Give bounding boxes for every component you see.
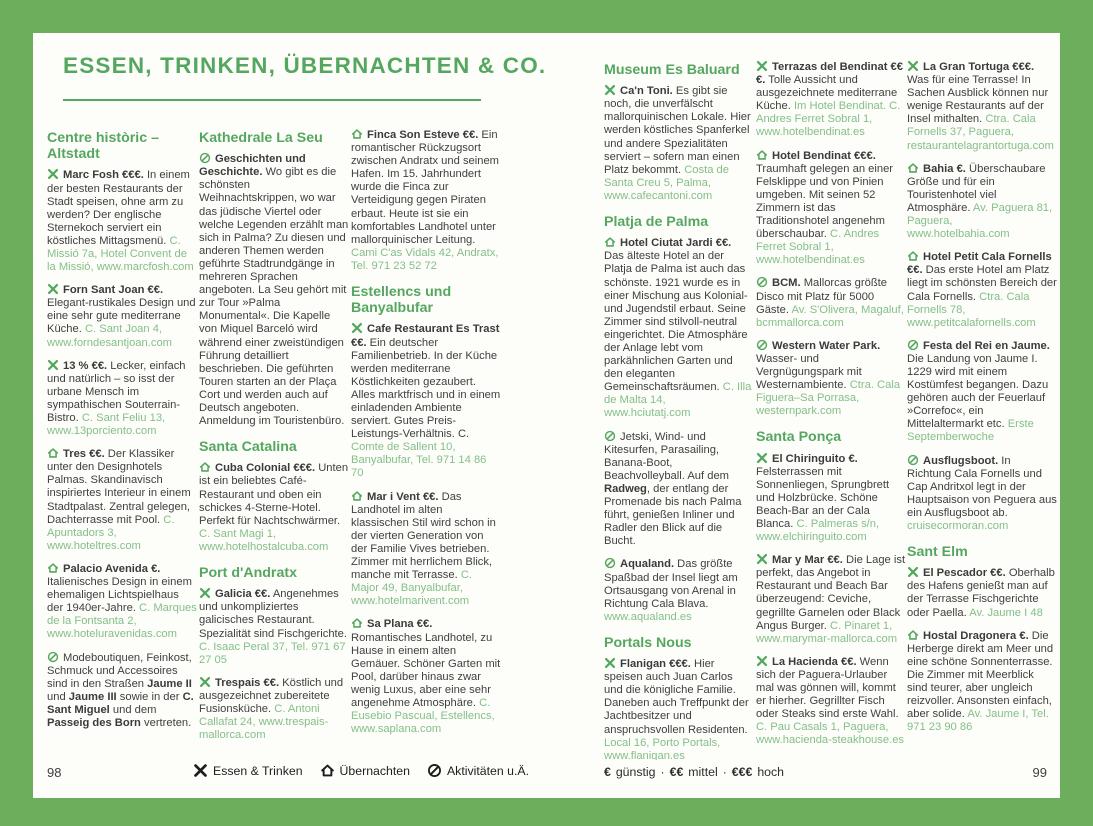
entry-name: El Pescador €€.	[923, 567, 1006, 580]
entry-description: In Richtung Cala Fornells und Cap Andritxol legt in der Hauptsaison von Peguera aus ein Ausflugsboot ab.	[907, 454, 1057, 519]
entry-description: Überschaubare Größe und für ein Touristenhotel viel Atmosphäre.	[907, 162, 1046, 214]
hotel-icon	[907, 629, 920, 640]
entry-name: Marc Fosh €€€.	[63, 169, 144, 182]
entry-address: C. Eusebio Pascual, Estellencs, www.saplana.com	[351, 696, 495, 736]
activity-compass-icon	[907, 454, 920, 465]
entry-address: www.aqualand.es	[604, 610, 692, 623]
entry-hotel	[351, 490, 501, 609]
restaurant-icon	[756, 553, 769, 564]
entry-activity	[907, 339, 1057, 445]
entry-name: Galicia €€.	[215, 588, 271, 601]
entry-restaurant	[907, 566, 1057, 619]
restaurant-icon	[604, 84, 617, 95]
activity-compass-icon	[47, 651, 60, 662]
entry-address: C. Missió 7a, Hotel Convent de la Missió, www.marcfosh.com	[47, 234, 194, 274]
restaurant-icon	[47, 168, 60, 179]
right-page-column-1	[604, 60, 754, 760]
entry-address: Av. Paguera 81, Paguera, www.hotelbahia.com	[907, 201, 1053, 241]
price-symbol: €	[604, 765, 611, 779]
legend-item-uebernachten	[320, 763, 410, 778]
hotel-icon	[604, 236, 617, 247]
entry-description: und	[47, 690, 69, 703]
entry-address: Costa de Santa Creu 5, Palma, www.cafecantoni.com	[604, 163, 729, 202]
entry-name: Flanigan €€€.	[620, 658, 691, 671]
entry-restaurant	[604, 84, 754, 203]
price-separator: ·	[722, 765, 727, 779]
entry-description: Unten ist ein beliebtes Café-Restaurant und oben ein schickes 4-Sterne-Hotel. Perfekt für Nachtschwärmer.	[199, 462, 349, 527]
entry-name: Hotel Petit Cala Fornells €€.	[907, 251, 1052, 277]
entry-address: C. Pinaret 1, www.marymar-mallorca.com	[756, 619, 898, 645]
entry-description: Köstlich und ausgezeichnet zubereitete Fusionsküche.	[199, 676, 344, 715]
section-heading: Port d'Andratx	[199, 565, 297, 582]
entry-address: C. Major 49, Banyalbufar, www.hotelmarivent.com	[351, 569, 473, 608]
entry-description: Jetski, Wind- und Kitesurfen, Parasailing, Banana-Boot, Beachvolleyball. Auf dem	[604, 430, 730, 482]
entry-address: C. Sant Joan 4, www.forndesantjoan.com	[47, 323, 172, 349]
activity-compass-icon	[907, 339, 920, 350]
price-label: hoch	[757, 765, 784, 779]
right-page-column-3	[907, 60, 1057, 760]
entry-description: Elegant-rustikales Design und eine sehr gute mediterrane Küche.	[47, 297, 196, 336]
page-number-right: 99	[1032, 765, 1047, 780]
legend-label: Essen & Trinken	[213, 763, 303, 778]
entry-description: Das Landhotel im alten klassischen Stil wird schon in der vierten Generation von der Familie Vives betrieben. Zimmer mit herrlichem Blick, manche mit Terrasse.	[351, 490, 496, 582]
entry-restaurant	[47, 359, 197, 439]
hotel-icon	[47, 447, 60, 458]
hotel-icon	[351, 128, 364, 139]
entry-name: La Hacienda €€.	[772, 655, 857, 668]
entry-name: Tres €€.	[63, 448, 105, 461]
entry-description: Der Klassiker unter den Designhotels Palmas. Skandinavisch inspiriertes Interieur in einem Stadtpalast. Zentral gelegen, Dachterrasse mit Pool.	[47, 448, 191, 526]
entry-name: Western Water Park.	[772, 339, 881, 352]
hotel-icon	[907, 162, 920, 173]
entry-address: Erste Septemberwoche	[907, 418, 1034, 444]
entry-hotel	[756, 149, 906, 268]
entry-description: , der entlang der Promenade bis nach Palma führt, genießen Inliner und Radler den Blick auf die Bucht.	[604, 482, 742, 548]
entry-name: C. Sant Miguel	[47, 690, 194, 716]
entry-activity	[604, 557, 754, 623]
price-symbol: €€	[669, 765, 684, 779]
entry-name: Trespais €€.	[215, 676, 280, 689]
entry-description: Die Herberge direkt am Meer und eine schöne Sonnenterrasse. Die Zimmer mit Meerblick sind teurer, aber ungleich reizvoller. Ansonsten einfach, aber solide.	[907, 629, 1054, 721]
book-spread	[33, 33, 1060, 798]
entry-restaurant	[756, 553, 906, 646]
restaurant-icon	[193, 763, 208, 778]
hotel-icon	[351, 617, 364, 628]
entry-name: 13 % €€.	[63, 359, 108, 372]
entry-description: vertreten.	[140, 716, 192, 729]
entry-name: Terrazas del Bendinat €€€.	[756, 61, 903, 87]
entry-description: Tolle Aussicht und ausgezeichnete mediterrane Küche.	[756, 74, 898, 113]
activity-compass-icon	[604, 557, 617, 568]
entry-name: Cuba Colonial €€€.	[215, 462, 316, 475]
entry-name: Cafe Restaurant Es Trast €€.	[351, 323, 500, 349]
entry-name: Jaume III	[68, 690, 117, 703]
entry-description: Es gibt sie noch, die unverfälscht mallorquinischen Lokale. Hier werden köstliches Spanferkel und andere Spezialitäten serviert – sofern man einen Platz bekommt.	[604, 85, 751, 176]
entry-description: Hier speisen auch Juan Carlos und die königliche Familie. Daneben auch Treffpunkt der Jachtbesitzer und anspruchsvollen Residenten.	[604, 658, 749, 736]
entry-name: Passeig des Born	[47, 716, 141, 729]
entry-address: C. Isaac Peral 37, Tel. 971 67 27 05	[199, 640, 346, 666]
entry-address: C. Sant Magi 1, www.hotelhostalcuba.com	[199, 527, 329, 553]
entry-name: Bahia €.	[923, 162, 966, 175]
restaurant-icon	[756, 452, 769, 463]
section-heading: Platja de Palma	[604, 214, 709, 231]
title-rule	[63, 99, 481, 101]
entry-address: Comte de Sallent 10, Banyalbufar, Tel. 971 14 86 70	[351, 441, 487, 480]
entry-description: Modeboutiquen, Feinkost, Schmuck und Accessoires sind in den Straßen	[47, 651, 192, 690]
entry-hotel	[907, 250, 1057, 330]
entry-address: C. Illa de Malta 14, www.hciutatj.com	[604, 381, 752, 420]
price-legend	[604, 765, 784, 779]
entry-address: C. Antoni Callafat 24, www.trespais-mallorca.com	[199, 702, 329, 742]
entry-description: Wenn sich der Paguera-Urlauber mal was gönnen will, kommt er hierher. Gegrillter Fisch oder Steaks sind erste Wahl.	[756, 655, 899, 721]
price-symbol: €€€	[731, 765, 753, 779]
entry-hotel	[351, 128, 501, 273]
section-heading: Santa Ponça	[756, 429, 842, 446]
entry-address: Av. Jaume I, Tel. 971 23 90 86	[907, 708, 1049, 734]
entry-name: Mar i Vent €€.	[367, 490, 439, 503]
restaurant-icon	[907, 60, 920, 71]
entry-address: cruisecormoran.com	[907, 520, 1009, 532]
legend-label: Übernachten	[339, 763, 410, 778]
entry-restaurant	[604, 657, 754, 760]
restaurant-icon	[604, 657, 617, 668]
entry-hotel	[47, 447, 197, 553]
footer-legend	[193, 763, 529, 778]
restaurant-icon	[199, 676, 212, 687]
entry-restaurant	[47, 168, 197, 274]
entry-name: Mar y Mar €€.	[772, 554, 843, 567]
activity-compass-icon	[199, 152, 212, 163]
entry-address: Av. Jaume I 48	[969, 606, 1043, 619]
entry-name: BCM.	[772, 277, 801, 290]
entry-restaurant	[756, 60, 906, 140]
restaurant-icon	[907, 566, 920, 577]
restaurant-icon	[351, 322, 364, 333]
page-title: ESSEN, TRINKEN, ÜBERNACHTEN & CO.	[63, 53, 547, 78]
left-page-column-2	[199, 128, 349, 750]
entry-hotel	[351, 617, 501, 736]
entry-description: Traumhaft gelegen an einer Felsklippe und von Pinien umgeben. Mit seinen 52 Zimmern ist das Traditionshotel angenehm überschaubar.	[756, 162, 894, 241]
entry-description: Wo gibt es die schönsten Weihnachtskrippen, wo war das jüdische Viertel oder welche Legenden erzählt man sich in Palma? Zu diesen und anderen Themen werden geführte Stadtrundgänge in mehreren Sprachen angeboten. La Seu gehört mit zur Tour »Palma Monumental«. Die Kapelle von Miquel Barceló wird während einer zweistündigen Führung detailliert beschrieben. Die geführten Touren starten an der Plaça Cort und werden auch auf Deutsch angeboten. Anmeldung im Touristenbüro.	[199, 166, 349, 428]
entry-description: Die Landung von Jaume I. 1229 wird mit einem Kostümfest begangen. Dazu gehören auch der Feuerlauf »Correfoc«, ein Mittelaltermarkt etc.	[907, 352, 1049, 431]
entry-restaurant	[907, 60, 1057, 153]
entry-description: Das älteste Hotel an der Platja de Palma ist auch das schönste. 1921 wurde es in einer Mischung aus Kolonial- und Jugendstil erbaut. Seine Zimmer sind stilvoll-neutral eingerichtet. Die Atmosphäre der Anlage lebt vom parkähnlichen Garten und den eleganten Gemeinschaftsräumen.	[604, 250, 748, 394]
page-footer	[33, 760, 1060, 788]
section-heading: Kathedrale La Seu	[199, 130, 323, 146]
entry-hotel	[907, 162, 1057, 242]
entry-address: Ctra. Cala Figuera–Sa Porrasa, westernpark.com	[756, 379, 901, 418]
price-label: günstig	[615, 765, 656, 779]
entry-name: Ausflugsboot.	[923, 454, 999, 467]
entry-address: C. Pau Casals 1, Paguera, www.hacienda-steakhouse.es	[756, 721, 905, 747]
entry-hotel	[604, 236, 754, 420]
entry-restaurant	[351, 322, 501, 480]
page-number-left: 98	[47, 765, 62, 780]
entry-description: Was für eine Terrasse! In Sachen Ausblick können nur wenige Restaurants auf der Insel mithalten.	[907, 74, 1049, 126]
entry-name: Geschichten und Geschichte.	[199, 153, 306, 179]
entry-description: Ein deutscher Familienbetrieb. In der Küche werden mediterrane Köstlichkeiten gezaubert. Alles marktfrisch und in einem einladenden Ambiente serviert. Gutes Preis-Leistungs-Verhältnis. C.	[351, 336, 501, 441]
entry-description: Felsterrassen mit Sonnenliegen, Sprungbrett und Holzbrücke. Schöne Beach-Bar an der Cala Blanca.	[756, 465, 890, 531]
hotel-icon	[199, 461, 212, 472]
left-page-column-1	[47, 128, 197, 750]
hotel-icon	[320, 763, 335, 778]
entry-description: Italienisches Design in einem ehemaligen Lichtspielhaus der 1940er-Jahre.	[47, 576, 192, 615]
legend-label: Aktivitäten u.Ä.	[446, 763, 529, 778]
entry-description: Angenehmes und unkompliziertes galicisches Restaurant. Spezialität sind Fischgerichte.	[199, 588, 347, 640]
entry-name: Hotel Bendinat €€€.	[772, 149, 876, 162]
entry-activity	[604, 430, 754, 549]
entry-address: Ctra. Cala Fornells 37, Paguera, restaurantelagrantortuga.com	[907, 113, 1054, 152]
section-heading: Estellencs und Banyalbufar	[351, 284, 452, 317]
restaurant-icon	[756, 655, 769, 666]
section-heading: Museum Es Baluard	[604, 62, 740, 78]
entry-restaurant	[47, 283, 197, 349]
entry-activity	[907, 454, 1057, 534]
entry-name: El Chiringuito €.	[772, 452, 858, 465]
entry-name: Hostal Dragonera €.	[923, 629, 1029, 642]
entry-restaurant	[199, 587, 349, 667]
entry-address: Cami C'as Vidals 42, Andratx, Tel. 971 23 52 72	[351, 246, 499, 272]
entry-restaurant	[756, 655, 906, 748]
entry-address: C. Palmeras s/n, www.elchiringuito.com	[756, 518, 880, 544]
restaurant-icon	[756, 60, 769, 71]
entry-description: Romantisches Landhotel, zu Hause in einem alten Gemäuer. Schöner Garten mit Pool, darüber hinaus zwar wenig Luxus, aber eine sehr angenehme Atmosphäre.	[351, 631, 501, 709]
entry-address: C. Apuntadors 3, www.hoteltres.com	[47, 513, 175, 552]
entry-name: Aqualand.	[620, 558, 675, 571]
hotel-icon	[756, 149, 769, 160]
entry-description: Die Lage ist perfekt, das Angebot in Restaurant und Beach Bar überzeugend: Ceviche, gegrillte Garnelen oder Black Angus Burger.	[756, 554, 906, 632]
section-heading: Santa Catalina	[199, 439, 297, 456]
entry-name: Jaume II	[147, 677, 192, 690]
entry-name: La Gran Tortuga €€€.	[923, 61, 1035, 73]
entry-activity	[756, 339, 906, 419]
entry-address: Av. S'Olivera, Magaluf, bcmmallorca.com	[756, 303, 904, 329]
activity-compass-icon	[604, 430, 617, 441]
hotel-icon	[351, 490, 364, 501]
legend-item-aktivitaeten	[427, 763, 529, 778]
hotel-icon	[907, 250, 920, 261]
entry-activity	[47, 651, 197, 731]
entry-description: Das erste Hotel am Platz liegt im schönsten Bereich der Cala Fornells.	[907, 264, 1057, 303]
entry-address: C. Marques de la Fontsanta 2, www.hoteluravenidas.com	[47, 602, 197, 641]
entry-address: Local 16, Porto Portals, www.flanigan.es	[604, 736, 721, 760]
entry-address: C. Sant Feliu 13, www.13porciento.com	[47, 412, 166, 438]
entry-description: Das größte Spaßbad der Insel liegt am Ortsausgang von Arenal in Richtung Cala Blava.	[604, 558, 738, 610]
entry-name: Finca Son Esteve €€.	[367, 129, 479, 141]
entry-restaurant	[199, 676, 349, 742]
entry-address: Im Hotel Bendinat. C. Andres Ferret Sobral 1, www.hotelbendinat.es	[756, 100, 901, 139]
entry-description: und dem	[109, 703, 157, 716]
entry-description: Oberhalb des Hafens genießt man auf der Terrasse Fischgerichte oder Paella.	[907, 567, 1055, 619]
entry-name: Palacio Avenida €.	[63, 562, 161, 575]
price-separator: ·	[660, 765, 665, 779]
section-heading: Portals Nous	[604, 634, 692, 651]
entry-restaurant	[756, 452, 906, 545]
right-page-column-2	[756, 60, 906, 760]
legend-item-essen-trinken	[193, 763, 303, 778]
entry-name: Hotel Ciutat Jardi €€.	[620, 237, 732, 250]
entry-name: Festa del Rei en Jaume.	[923, 339, 1050, 352]
entry-name: Sa Plana €€.	[367, 618, 433, 631]
left-page-column-3	[351, 128, 501, 750]
price-label: mittel	[688, 765, 718, 779]
restaurant-icon	[47, 359, 60, 370]
entry-hotel	[907, 629, 1057, 735]
entry-name: Radweg	[604, 482, 647, 495]
restaurant-icon	[199, 587, 212, 598]
entry-description: sowie in der	[116, 690, 183, 703]
entry-description: Mallorcas größte Disco mit Platz für 5000 Gäste.	[756, 277, 888, 316]
activity-compass-icon	[427, 763, 442, 778]
entry-description: Ein romantischer Rückzugsort zwischen Andratx und seinem Hafen. Im 15. Jahrhundert wurde die Finca zur Verteidigung gegen Piraten erbaut. Heute ist sie ein komfortables Landhotel unter mallorquinischer Leitung.	[351, 129, 500, 246]
section-heading: Centre històric – Altstadt	[47, 130, 159, 163]
entry-hotel	[47, 562, 197, 642]
restaurant-icon	[47, 283, 60, 294]
activity-compass-icon	[756, 339, 769, 350]
entry-hotel	[199, 461, 349, 554]
hotel-icon	[47, 562, 60, 573]
entry-address: C. Andres Ferret Sobral 1, www.hotelbendinat.es	[756, 228, 880, 267]
entry-description: In einem der besten Restaurants der Stadt speisen, ohne arm zu werden? Der englische Sternekoch serviert ein köstliches Mittagsmenü.	[47, 169, 190, 247]
entry-activity	[199, 152, 349, 428]
section-heading: Sant Elm	[907, 544, 968, 561]
activity-compass-icon	[756, 276, 769, 287]
entry-name: Forn Sant Joan €€.	[63, 284, 164, 297]
entry-description: Lecker, einfach und natürlich – so isst der urbane Mensch im sympathischen Souterrain-Bistro.	[47, 359, 186, 424]
entry-address: Ctra. Cala Fornells 78, www.petitcalafornells.com	[907, 290, 1036, 329]
entry-name: Ca'n Toni.	[620, 85, 673, 98]
entry-activity	[756, 276, 906, 329]
entry-description: Wasser- und Vergnügungspark mit Westernambiente.	[756, 352, 862, 392]
